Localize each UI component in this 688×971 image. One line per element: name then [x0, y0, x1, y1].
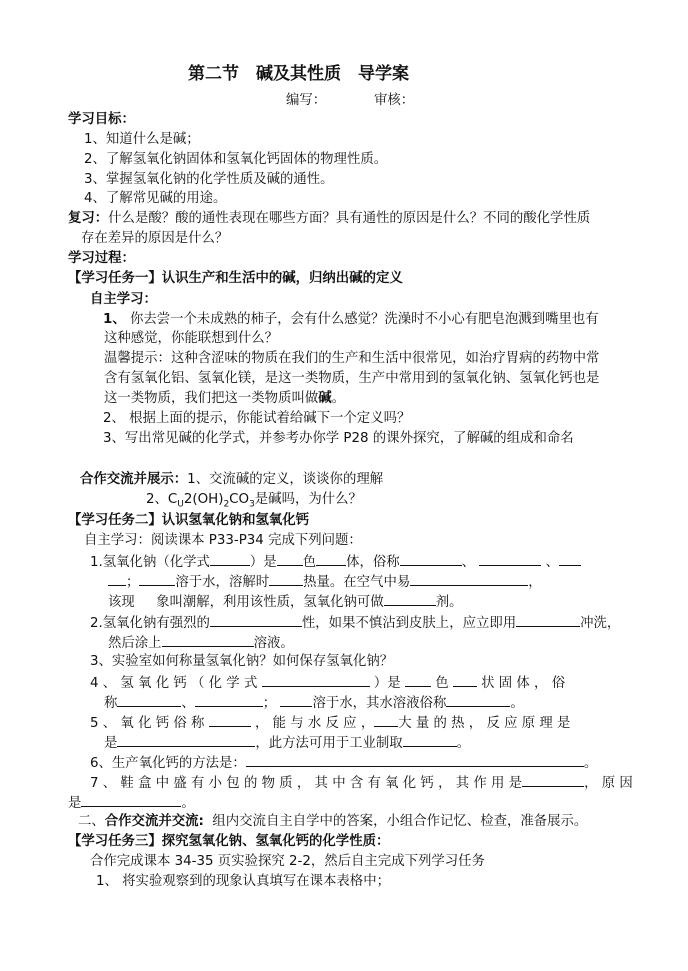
q-text: 色 [302, 555, 317, 570]
q-text: 热量。在空气中易 [303, 575, 411, 590]
coop-item: 1、交流碱的定义，谈谈你的理解 [187, 472, 384, 487]
coop-question: 是碱吗，为什么？ [254, 492, 362, 507]
q1-text: 你去尝一个未成熟的柿子，会有什么感觉？洗澡时不小心有肥皂泡溅到嘴里也有 [129, 312, 599, 327]
task2-self-study: 自主学习：阅读课本 P33-P34 完成下列问题： [84, 533, 362, 548]
answer-blank[interactable] [81, 793, 181, 807]
answer-blank[interactable] [117, 693, 181, 707]
answer-blank[interactable] [209, 713, 251, 727]
q-text: ， 能 与 水 反 应 ， [254, 716, 375, 731]
q-text: 是 [68, 796, 82, 811]
objective-item: 1、知道什么是碱； [84, 132, 200, 147]
formula-sub: U [177, 499, 184, 510]
tip-line-2: 含有氢氧化铝、氢氧化镁，是这一类物质，生产中常用到的氢氧化钠、氢氧化钙也是 [104, 371, 600, 386]
q-text: 。 [583, 756, 598, 771]
answer-blank[interactable] [400, 552, 462, 566]
task1-coop-line2 [146, 491, 362, 514]
coop-number: 二、 [78, 814, 105, 829]
answer-blank[interactable] [405, 673, 431, 687]
answer-blank[interactable] [139, 572, 175, 586]
review-line-2: 存在差异的原因是什么？ [81, 231, 229, 246]
page-title: 第二节 碱及其性质 导学案 [188, 64, 409, 84]
answer-blank[interactable] [280, 693, 312, 707]
answer-blank[interactable] [374, 713, 398, 727]
task3-q1: 1、 将实验观察到的现象认真填写在课本表格中； [96, 874, 390, 889]
task1-q1-line1 [103, 311, 599, 328]
task2-q6 [90, 753, 597, 772]
q-text: 性，如果不慎沾到皮肤上，应立即用 [301, 616, 517, 631]
review-text: 什么是酸？酸的通性表现在哪些方面？具有通性的原因是什么？不同的酸化学性质 [108, 211, 591, 226]
answer-blank[interactable] [446, 693, 510, 707]
formula-part: 2、C [146, 492, 178, 507]
task2-q2-line2 [108, 633, 294, 652]
answer-blank[interactable] [269, 572, 303, 586]
answer-blank[interactable] [195, 693, 263, 707]
formula-sub: 2 [223, 499, 230, 510]
task2-coop [78, 813, 587, 830]
q-text: 1.氢氧化钠（化学式 [90, 555, 210, 570]
q-text: ）是 [249, 555, 277, 570]
q-text: 4 、 氢 氧 化 钙 （ 化 学 式 [90, 676, 258, 691]
review-label: 复习： [68, 211, 109, 226]
q-text: 大 量 的 热 ， 反 应 原 理 是 [398, 716, 571, 731]
q-text: 色 [435, 676, 449, 691]
q-text: 该现 [108, 595, 135, 610]
task1-q3: 3、写出常见碱的化学式，并参考办你学 P28 的课外探究，了解碱的组成和命名 [103, 431, 574, 446]
q-text: ，此方法可用于工业制取 [255, 736, 403, 751]
answer-blank[interactable] [410, 572, 528, 586]
q-text: 溶于水，溶解时 [175, 575, 270, 590]
task2-q1-line1 [90, 552, 581, 571]
q-text: 7 、 鞋 盒 中 盛 有 小 包 的 物 质 ， 其 中 含 有 氧 化 钙 ， 其 作 用 是 [90, 776, 523, 791]
editor-label: 编写： [286, 93, 327, 108]
task2-q2-line1 [90, 613, 620, 632]
q-text: 冲洗， [580, 616, 621, 631]
q-text: 、 [461, 555, 476, 570]
q-text: 溶于水，其水溶液俗称 [312, 696, 447, 711]
q-text: ， [528, 575, 542, 590]
q-text: 、 [181, 696, 195, 711]
task2-q1-line2 [108, 572, 542, 591]
q-text: ； [262, 696, 277, 711]
q-text: 。 [181, 796, 195, 811]
task2-heading: 【学习任务二】认识氢氧化钠和氢氧化钙 [68, 513, 310, 528]
objectives-heading: 学习目标： [68, 112, 135, 127]
objective-item: 3、掌握氢氧化钠的化学性质及碱的通性。 [84, 172, 334, 187]
process-heading: 学习过程： [68, 251, 135, 266]
task1-q2: 2、 根据上面的提示，你能试着给碱下一个定义吗？ [103, 411, 411, 426]
q-text: 剂。 [435, 595, 463, 610]
q-text: 溶液。 [253, 636, 294, 651]
q-text: ， 原 因 [584, 776, 633, 791]
task1-heading: 【学习任务一】认识生产和生活中的碱，归纳出碱的定义 [68, 271, 403, 286]
task1-coop-line1 [80, 471, 383, 488]
answer-blank[interactable] [516, 613, 580, 627]
answer-blank[interactable] [479, 552, 541, 566]
task1-q1-line2: 这种感觉，你能联想到什么？ [104, 331, 279, 346]
coop-text: 组内交流自主自学中的答案，小组合作记忆、检查，准备展示。 [212, 814, 588, 829]
answer-blank[interactable] [316, 552, 346, 566]
answer-blank[interactable] [453, 673, 477, 687]
tip-line-1: 温馨提示：这种含涩味的物质在我们的生产和生活中很常见，如治疗胃病的药物中常 [104, 351, 600, 366]
answer-blank[interactable] [117, 733, 255, 747]
task2-q5-line2 [104, 733, 470, 752]
answer-blank[interactable] [210, 613, 302, 627]
tip-text: 这一类物质，我们把这一类物质叫做 [104, 391, 319, 406]
q-text: 称 [104, 696, 118, 711]
coop-label: 合作交流并交流: [104, 814, 204, 829]
q1-number: 1、 [103, 312, 126, 327]
answer-blank[interactable] [559, 552, 581, 566]
task2-q3: 3、实验室如何称量氢氧化钠？如何保存氢氧化钠？ [90, 654, 394, 669]
tip-end: 。 [331, 391, 346, 406]
task1-self-study: 自主学习： [90, 292, 157, 307]
objective-item: 2、了解氢氧化钠固体和氢氧化钙固体的物理性质。 [84, 152, 388, 167]
q-text: 状 固 体 ， 俗 [481, 676, 566, 691]
q-text: 然后涂上 [108, 636, 162, 651]
answer-blank[interactable] [210, 552, 250, 566]
q-text: ； [126, 575, 140, 590]
task2-q5-line1 [90, 713, 570, 732]
coop-label: 合作交流并展示： [80, 472, 188, 487]
formula-part: 2(OH) [183, 492, 224, 507]
q-text: 。 [456, 736, 471, 751]
formula-sub: 3 [249, 499, 255, 510]
task2-q7-line1 [90, 773, 633, 792]
answer-blank[interactable] [262, 673, 370, 687]
task2-q1-line3 [108, 592, 463, 611]
task3-heading: 【学习任务三】探究氢氧化钠、氢氧化钙的化学性质： [68, 834, 390, 849]
q-text: 2.氢氧化钠有强烈的 [90, 616, 210, 631]
task3-intro: 合作完成课本 34-35 页实验探究 2-2，然后自主完成下列学习任务 [90, 854, 485, 869]
formula-part: CO [229, 492, 250, 507]
answer-blank[interactable] [277, 552, 303, 566]
task2-q4-line1 [90, 673, 565, 692]
objective-item: 4、了解常见碱的用途。 [84, 191, 227, 206]
reviewer-label: 审核： [374, 93, 415, 108]
review-line-1 [68, 210, 590, 227]
q-text: 是 [104, 736, 118, 751]
answer-blank[interactable] [403, 733, 457, 747]
q-text: 6、生产氧化钙的方法是： [90, 756, 246, 771]
q-text: 。 [510, 696, 524, 711]
tip-keyword: 碱 [318, 391, 332, 406]
answer-blank[interactable] [384, 592, 436, 606]
answer-blank[interactable] [522, 773, 584, 787]
tip-line-3 [104, 390, 345, 407]
q-text: 、 [545, 555, 559, 570]
q-text: 象叫潮解，利用该性质，氢氧化钠可做 [156, 595, 384, 610]
answer-blank[interactable] [108, 572, 126, 586]
task2-q4-line2 [104, 693, 524, 712]
q-text: 5 、 氧 化 钙 俗 称 [90, 716, 205, 731]
q-text: ）是 [373, 676, 401, 691]
answer-blank[interactable] [246, 753, 584, 767]
task2-q7-line2 [68, 793, 195, 812]
answer-blank[interactable] [162, 633, 254, 647]
q-text: 体，俗称 [346, 555, 400, 570]
